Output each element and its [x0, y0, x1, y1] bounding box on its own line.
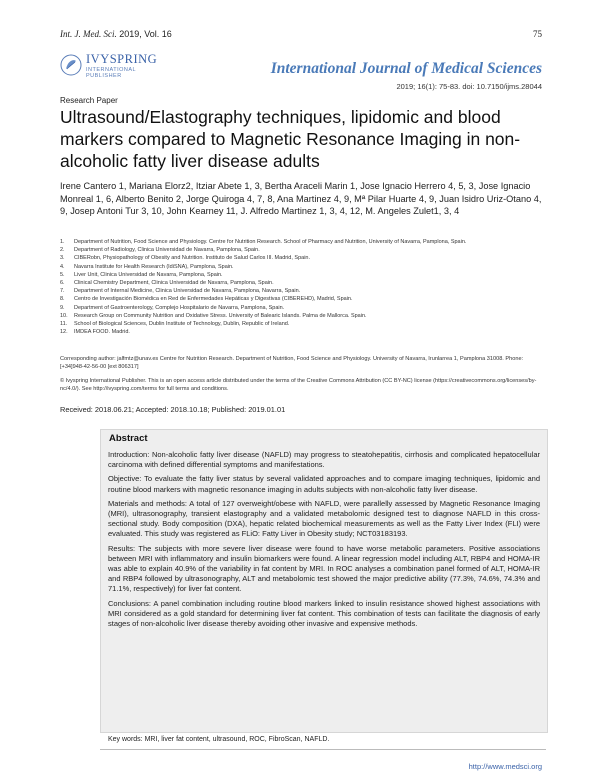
affiliation-item: 7. Department of Internal Medicine, Clinica Universidad de Navarra, Pamplona, Navarra, Spain.	[60, 288, 301, 295]
affiliation-item: 10. Research Group on Community Nutrition and Oxidative Stress. University of Balearic Islands. Palma de Mallorca. Spain.	[60, 312, 367, 319]
abstract-methods: Materials and methods: A total of 127 overweight/obese with NAFLD, were parallelly assessed by Magnetic Resonance Imaging (MRI), ultrasonography, transient elastography and a validated metabolomic designed test to diagnose NAFLD in this cross-sectional study. Body composition (DXA), hepatic related biochemical measurements as well as the Fatty Liver Index (FLI) were evaluated. This study was registered as FLiO: Fatty Liver in Obesity study; NCT03183193.	[108, 498, 540, 539]
publisher-name: IVYSPRING	[86, 52, 158, 66]
affiliation-item: 3. CIBERobn, Physiopathology of Obesity and Nutrition. Instituto de Salud Carlos III. Madrid, Spain.	[60, 255, 311, 262]
affiliation-item: 1. Department of Nutrition, Food Science and Physiology. Centre for Nutrition Research. School of Pharmacy and Nutrition, University of Navarra, Pamplona, Spain.	[60, 239, 467, 245]
abstract-body	[108, 450, 540, 633]
publication-dates: Received: 2018.06.21; Accepted: 2018.10.18; Published: 2019.01.01	[60, 405, 286, 414]
abstract-box	[100, 429, 548, 733]
affiliation-item: 2. Department of Radiology, Clinica Universidad de Navarra, Pamplona, Spain.	[60, 247, 260, 254]
affiliation-item: 12. IMDEA FOOD. Madrid.	[60, 329, 130, 336]
footer-url-link[interactable]: http://www.medsci.org	[468, 762, 542, 771]
doi-line: 2019; 16(1): 75-83. doi: 10.7150/ijms.28044	[396, 82, 542, 91]
affiliation-item: 8. Centro de Investigación Biomédica en Red de Enfermedades Hepáticas y Digestivas (CIBEREHD), Madrid, Spain.	[60, 296, 353, 303]
abstract-results: Results: The subjects with more severe liver disease were found to have worse metabolic parameters. Positive associations between MRI with inflammatory and insulin biomarkers were found. A linear regression model including ALT, RBP4 and HOMA-IR was able to explain 40.9% of the variability in fat content by MRI. In ROC analyses a combination panel formed of ALT, HOMA-IR and RBP4 followed by ultrasonography, ALT and metabolomic test showed the major predictive ability (77.3%, 74.6%, 74.3% and 71.1%, respectively) for liver fat content.	[108, 543, 540, 594]
running-head-year-vol: 2019, Vol. 16	[119, 29, 172, 39]
affiliation-item: 9. Department of Gastroenterology, Complejo Hospitalario de Navarra, Pamplona, Spain.	[60, 304, 285, 311]
affiliation-item: 11. School of Biological Sciences, Dublin Institute of Technology, Dublin, Republic of Ireland.	[60, 321, 290, 328]
page-number: 75	[533, 29, 542, 39]
running-head	[60, 29, 542, 39]
correspondence-note: Corresponding author: jalfmtz@unav.es Centre for Nutrition Research. Department of Nutrition, Food Science and Physiology. University of Navarra, Irunlarrea 1, Pamplona 31008. Phone: [+34]948-42-56-00 [ext 806317]	[60, 356, 524, 371]
abstract-heading: Abstract	[109, 433, 148, 444]
abstract-conclusions: Conclusions: A panel combination including routine blood markers linked to insulin resistance showed highest associations with MRI considered as a gold standard for determining liver fat content. This combination of tests can facilitate the diagnosis of early stages of non-alcoholic liver disease thereby avoiding other invasive and expensive methods.	[108, 598, 540, 629]
abstract-introduction: Introduction: Non-alcoholic fatty liver disease (NAFLD) may progress to steatohepatitis, cirrhosis and complicated hepatocellular carcinoma with defined differential symptoms and manifestations.	[108, 450, 540, 470]
affiliation-item: 4. Navarra Institute for Health Research (IdiSNA), Pamplona, Spain.	[60, 263, 234, 270]
keywords: Key words: MRI, liver fat content, ultrasound, ROC, FibroScan, NAFLD.	[100, 734, 546, 750]
running-head-journal: Int. J. Med. Sci.	[60, 29, 117, 39]
publisher-logo	[60, 52, 170, 82]
abstract-objective: Objective: To evaluate the fatty liver status by several validated approaches and to compare imaging techniques, lipidomic and routine blood markers with magnetic resonance imaging in adults subjects with non-alcoholic fatty liver disease.	[108, 474, 540, 494]
affiliation-item: 6. Clinical Chemistry Department, Clinica Universidad de Navarra, Pamplona, Spain.	[60, 280, 274, 287]
author-list: Irene Cantero 1, Mariana Elorz2, Itziar Abete 1, 3, Bertha Araceli Marin 1, Jose Ignacio Herrero 4, 5, 3, Jose Ignacio Monreal 1, 6, Alberto Benito 2, Jorge Quiroga 4, 7, 8, Ana Martinez 4, 9, Mª Pilar Huarte 4, 9, Juan Isidro Uriz-Otano 4, 9, Josep Antoni Tur 3, 10, John Kearney 11, J. Alfredo Martinez 1, 3, 4, 12, M. Angeles Zulet1, 3, 4	[60, 181, 542, 216]
publisher-tagline: INTERNATIONAL PUBLISHER	[86, 67, 136, 79]
affiliation-item: 5. Liver Unit, Clinica Universidad de Navarra, Pamplona, Spain.	[60, 271, 223, 278]
paper-type: Research Paper	[60, 96, 118, 105]
affiliation-list	[60, 238, 544, 336]
paper-title: Ultrasound/Elastography techniques, lipidomic and blood markers compared to Magnetic Resonance Imaging in non-alcoholic fatty liver disease adults	[60, 107, 521, 171]
license-note: © Ivyspring International Publisher. This is an open access article distributed under the terms of the Creative Commons Attribution (CC BY-NC) license (https://creativecommons.org/licenses/by-nc/4.0/). See http://ivyspring.com/terms for full terms and conditions.	[60, 378, 537, 393]
journal-title: International Journal of Medical Sciences	[270, 60, 542, 77]
ivy-leaf-icon	[60, 54, 82, 76]
